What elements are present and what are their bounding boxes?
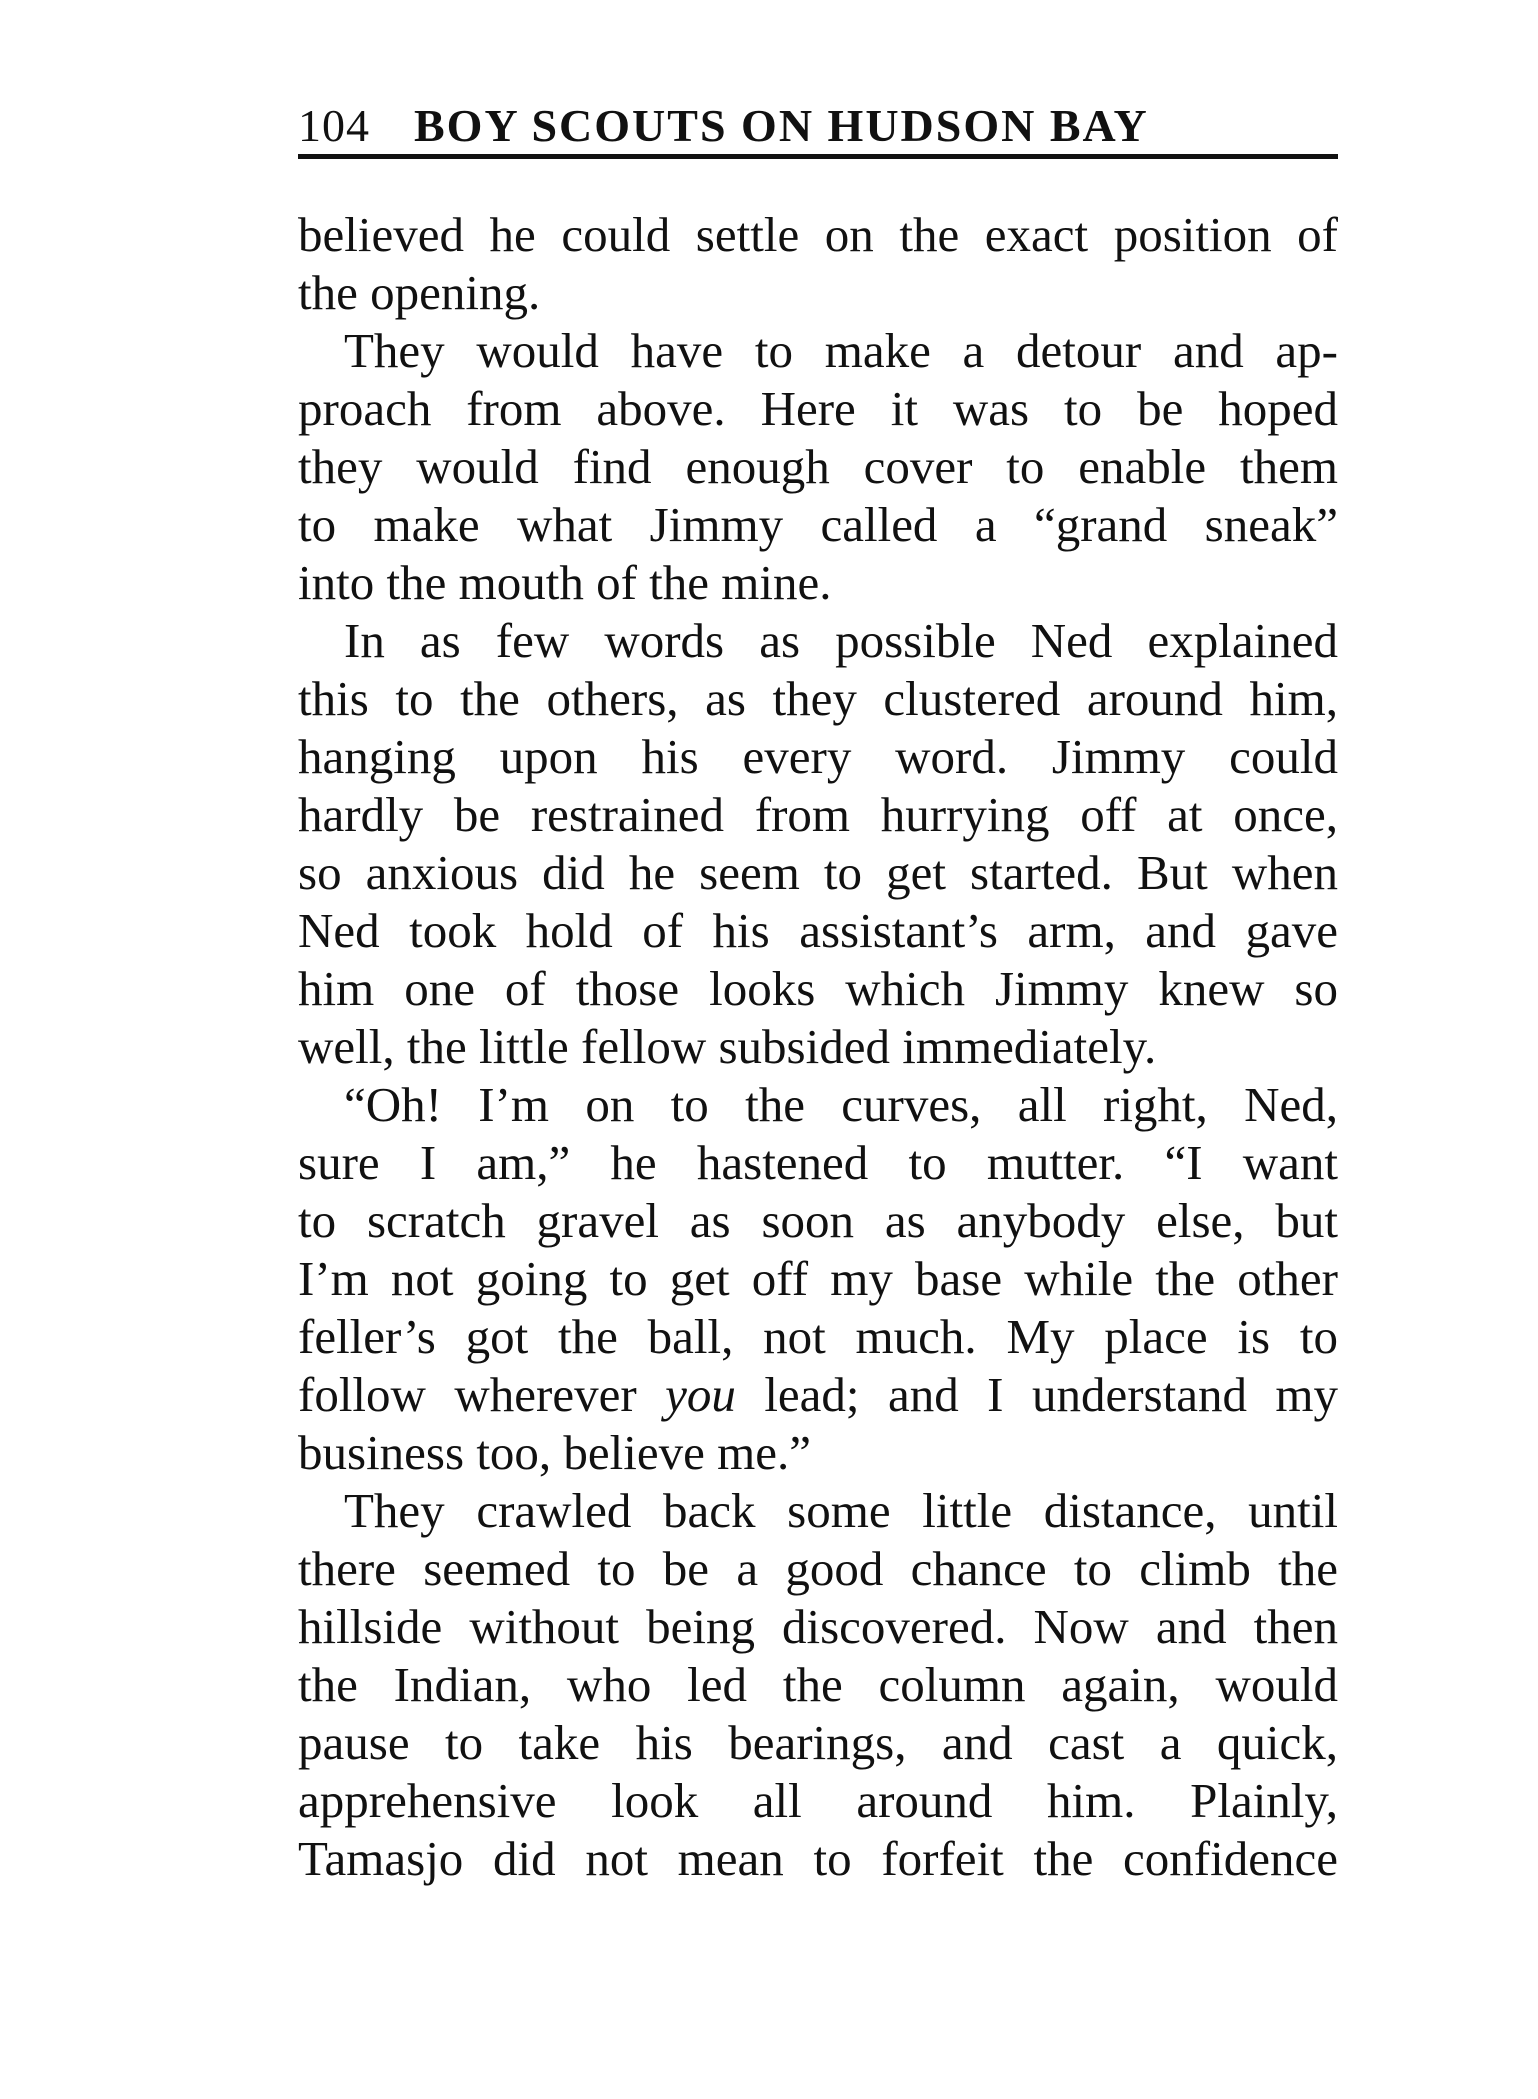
text-line: the opening. xyxy=(298,265,541,320)
text-line: apprehensive look all around him. Plainly, xyxy=(298,1773,1338,1828)
text-line: hardly be restrained from hurrying off at once, xyxy=(298,787,1338,842)
body-text xyxy=(298,206,1338,1888)
page-number: 104 xyxy=(298,100,370,151)
text-line: hanging upon his every word. Jimmy could xyxy=(298,729,1338,784)
text-line: well, the little fellow subsided immediately. xyxy=(298,1019,1157,1074)
text-line: this to the others, as they clustered around him, xyxy=(298,671,1338,726)
book-page xyxy=(298,96,1338,1886)
text-line: sure I am,” he hastened to mutter. “I want xyxy=(298,1135,1338,1190)
header-rule xyxy=(298,154,1338,159)
text-line: Tamasjo did not mean to forfeit the confidence xyxy=(298,1831,1338,1886)
text-line: they would find enough cover to enable them xyxy=(298,439,1338,494)
text-line: “Oh! I’m on to the curves, all right, Ned, xyxy=(344,1077,1338,1132)
running-head xyxy=(298,96,1338,152)
text-line: They crawled back some little distance, until xyxy=(344,1483,1338,1538)
text-line: there seemed to be a good chance to climb the xyxy=(298,1541,1338,1596)
text-line: I’m not going to get off my base while the other xyxy=(298,1251,1338,1306)
text-line: business too, believe me.” xyxy=(298,1425,812,1480)
italic-word: you xyxy=(665,1367,736,1422)
text-line: believed he could settle on the exact position of xyxy=(298,207,1338,262)
text-line: proach from above. Here it was to be hoped xyxy=(298,381,1338,436)
text-line: In as few words as possible Ned explained xyxy=(344,613,1338,668)
text-line: They would have to make a detour and ap- xyxy=(344,323,1338,378)
text-line: hillside without being discovered. Now and then xyxy=(298,1599,1338,1654)
text-line: feller’s got the ball, not much. My place is to xyxy=(298,1309,1338,1364)
text-line: Ned took hold of his assistant’s arm, and gave xyxy=(298,903,1338,958)
text-line: so anxious did he seem to get started. But when xyxy=(298,845,1338,900)
text-line xyxy=(298,1366,1338,1424)
text-line: to make what Jimmy called a “grand sneak” xyxy=(298,497,1338,552)
text-line: into the mouth of the mine. xyxy=(298,555,832,610)
text-fragment: follow wherever xyxy=(298,1367,637,1422)
text-line: the Indian, who led the column again, would xyxy=(298,1657,1338,1712)
text-line: to scratch gravel as soon as anybody else, but xyxy=(298,1193,1338,1248)
running-title: BOY SCOUTS ON HUDSON BAY xyxy=(414,100,1149,151)
text-line: him one of those looks which Jimmy knew so xyxy=(298,961,1338,1016)
text-line: pause to take his bearings, and cast a quick, xyxy=(298,1715,1338,1770)
text-fragment: lead; and I understand my xyxy=(764,1367,1338,1422)
